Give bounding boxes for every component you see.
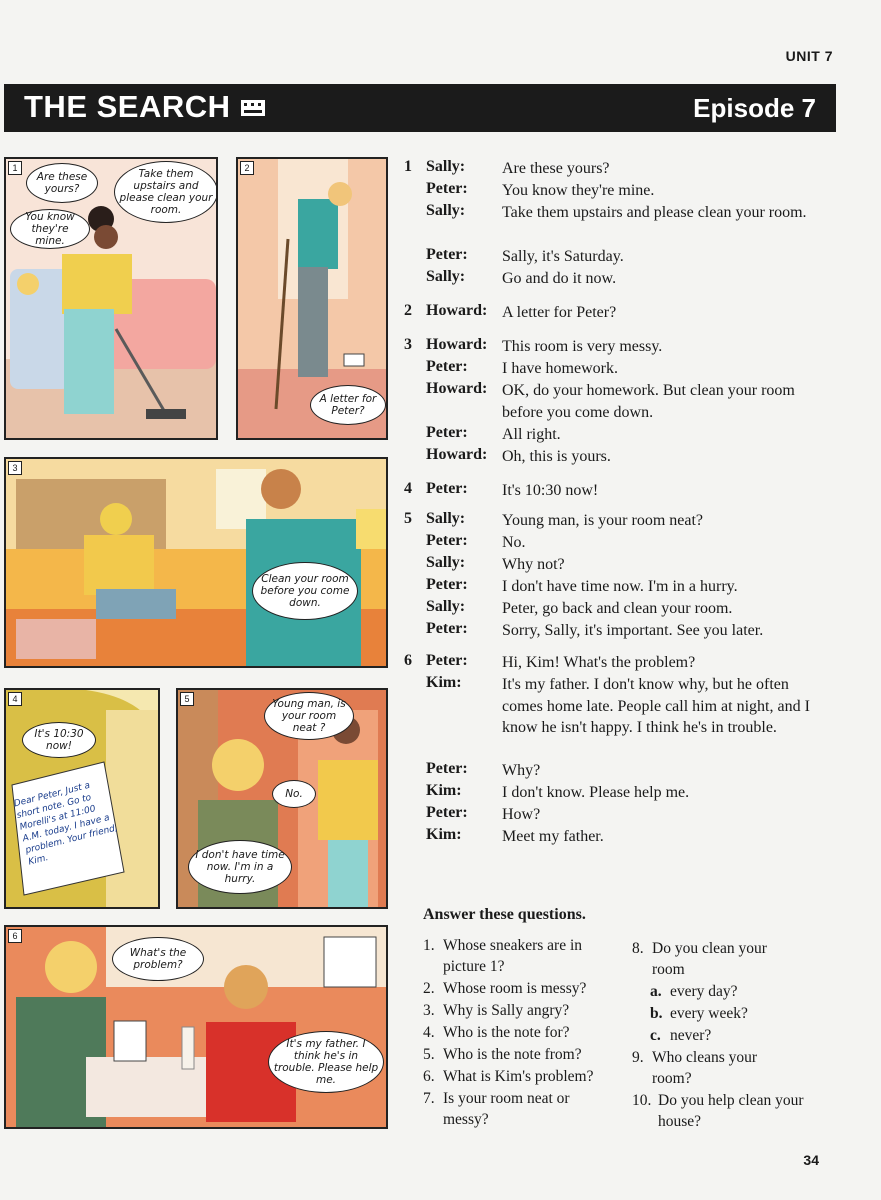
comic-panel-4 — [4, 688, 160, 909]
dialogue-text: Take them upstairs and please clean your room. — [502, 204, 807, 221]
speech-bubble: Are these yours? — [26, 163, 98, 203]
speaker-name: Peter: — [426, 358, 468, 375]
dialogue-text: I don't have time now. I'm in a hurry. — [502, 578, 738, 595]
dialogue-text: A letter for Peter? — [502, 304, 617, 321]
panel-3-illustration — [6, 459, 388, 668]
comic-panel-1 — [4, 157, 218, 440]
speech-bubble: It's my father. I think he's in trouble. Please help me. — [268, 1031, 384, 1093]
speech-bubble: You know they're mine. — [10, 209, 90, 249]
speaker-name: Howard: — [426, 336, 488, 353]
dialogue-text: Meet my father. — [502, 828, 604, 845]
dialogue-text: Peter, go back and clean your room. — [502, 600, 733, 617]
question-text: never? — [670, 1027, 712, 1044]
scene-number: 1 — [404, 158, 412, 175]
question-text: room — [652, 961, 685, 978]
speech-bubble: Clean your room before you come down. — [252, 562, 358, 620]
dialogue-text: I have homework. — [502, 360, 618, 377]
speaker-name: Kim: — [426, 782, 462, 799]
dialogue-text: Young man, is your room neat? — [502, 512, 704, 529]
question-text: Do you help clean your — [658, 1092, 804, 1109]
question-text: Why is Sally angry? — [443, 1002, 570, 1019]
question-text: room? — [652, 1070, 692, 1087]
question-text: Who is the note for? — [443, 1024, 570, 1041]
dialogue-text: It's my father. I don't know why, but he often comes home late. People call him at night, and I know he isn't happy. I think he's in trouble. — [502, 676, 810, 736]
dialogue-text: How? — [502, 806, 541, 823]
dialogue-text: This room is very messy. — [502, 338, 663, 355]
speech-bubble: I don't have time now. I'm in a hurry. — [188, 840, 292, 894]
dialogue-text: Why not? — [502, 556, 565, 573]
speaker-name: Peter: — [426, 760, 468, 777]
question-text: picture 1? — [443, 958, 505, 975]
speaker-name: Peter: — [426, 576, 468, 593]
question-text: house? — [658, 1113, 702, 1130]
dialogue-text: Hi, Kim! What's the problem? — [502, 654, 696, 671]
question-text: every week? — [670, 1005, 748, 1022]
dialogue-text: Oh, this is yours. — [502, 448, 611, 465]
comic-panel-3 — [4, 457, 388, 668]
speech-bubble: Take them upstairs and please clean your room. — [114, 161, 218, 223]
speaker-name: Howard: — [426, 302, 488, 319]
speaker-name: Howard: — [426, 380, 488, 397]
story-title: THE SEARCH — [24, 89, 231, 124]
scene-number: 2 — [404, 302, 412, 319]
unit-label: UNIT 7 — [785, 48, 833, 64]
handwritten-note: Dear Peter, Just a short note. Go to Morelli's at 11:00 A.M. today. I have a problem. Your friend, Kim. — [12, 780, 119, 868]
speaker-name: Peter: — [426, 246, 468, 263]
speaker-name: Peter: — [426, 620, 468, 637]
panel-number: 6 — [8, 929, 22, 943]
question-number: 7. — [423, 1090, 435, 1107]
scene-number: 6 — [404, 652, 412, 669]
dialogue-text: No. — [502, 534, 526, 551]
speaker-name: Peter: — [426, 532, 468, 549]
question-number: a. — [650, 983, 662, 1000]
speech-bubble: Young man, is your room neat ? — [264, 692, 354, 740]
dialogue-text: I don't know. Please help me. — [502, 784, 690, 801]
question-number: 6. — [423, 1068, 435, 1085]
scene-number: 4 — [404, 480, 412, 497]
panel-number: 2 — [240, 161, 254, 175]
speaker-name: Sally: — [426, 510, 466, 527]
question-number: 4. — [423, 1024, 435, 1041]
dialogue-text: OK, do your homework. But clean your room before you come down. — [502, 382, 795, 421]
speaker-name: Sally: — [426, 554, 466, 571]
question-number: 1. — [423, 937, 435, 954]
comic-panel-5 — [176, 688, 388, 909]
dialogue-text: Go and do it now. — [502, 270, 617, 287]
question-number: 10. — [632, 1092, 652, 1109]
speaker-name: Sally: — [426, 598, 466, 615]
scene-number: 5 — [404, 510, 412, 527]
dialogue-text: You know they're mine. — [502, 182, 655, 199]
title-banner — [4, 84, 836, 132]
speech-bubble: A letter for Peter? — [310, 385, 386, 425]
dialogue-text: Are these yours? — [502, 160, 610, 177]
question-number: 3. — [423, 1002, 435, 1019]
speaker-name: Peter: — [426, 180, 468, 197]
dialogue-text: Sally, it's Saturday. — [502, 248, 624, 265]
speech-bubble: No. — [272, 780, 316, 808]
speaker-name: Peter: — [426, 480, 468, 497]
question-number: 8. — [632, 940, 644, 957]
panel-number: 4 — [8, 692, 22, 706]
speaker-name: Sally: — [426, 202, 466, 219]
question-text: Who cleans your — [652, 1049, 758, 1066]
speaker-name: Kim: — [426, 674, 462, 691]
speech-bubble: What's the problem? — [112, 937, 204, 981]
speaker-name: Peter: — [426, 804, 468, 821]
question-text: What is Kim's problem? — [443, 1068, 594, 1085]
speaker-name: Sally: — [426, 158, 466, 175]
dialogue-text: Why? — [502, 762, 541, 779]
question-number: b. — [650, 1005, 663, 1022]
speaker-name: Peter: — [426, 424, 468, 441]
panel-number: 3 — [8, 461, 22, 475]
question-number: 9. — [632, 1049, 644, 1066]
question-number: c. — [650, 1027, 661, 1044]
dialogue-text: Sorry, Sally, it's important. See you later. — [502, 622, 764, 639]
comic-panel-2 — [236, 157, 388, 440]
comic-panel-6 — [4, 925, 388, 1129]
video-icon — [240, 99, 266, 117]
speaker-name: Howard: — [426, 446, 488, 463]
dialogue-text: All right. — [502, 426, 561, 443]
question-text: Who is the note from? — [443, 1046, 582, 1063]
dialogue-text: It's 10:30 now! — [502, 482, 599, 499]
speaker-name: Sally: — [426, 268, 466, 285]
question-number: 5. — [423, 1046, 435, 1063]
speaker-name: Peter: — [426, 652, 468, 669]
question-text: every day? — [670, 983, 738, 1000]
panel-number: 1 — [8, 161, 22, 175]
question-text: Is your room neat or — [443, 1090, 570, 1107]
scene-number: 3 — [404, 336, 412, 353]
question-text: Whose sneakers are in — [443, 937, 583, 954]
questions-title: Answer these questions. — [423, 906, 586, 923]
speech-bubble: It's 10:30 now! — [22, 722, 96, 758]
page-number: 34 — [803, 1152, 819, 1168]
question-text: messy? — [443, 1111, 489, 1128]
speaker-name: Kim: — [426, 826, 462, 843]
question-text: Do you clean your — [652, 940, 767, 957]
question-text: Whose room is messy? — [443, 980, 587, 997]
episode-label: Episode 7 — [693, 93, 816, 123]
panel-number: 5 — [180, 692, 194, 706]
question-number: 2. — [423, 980, 435, 997]
